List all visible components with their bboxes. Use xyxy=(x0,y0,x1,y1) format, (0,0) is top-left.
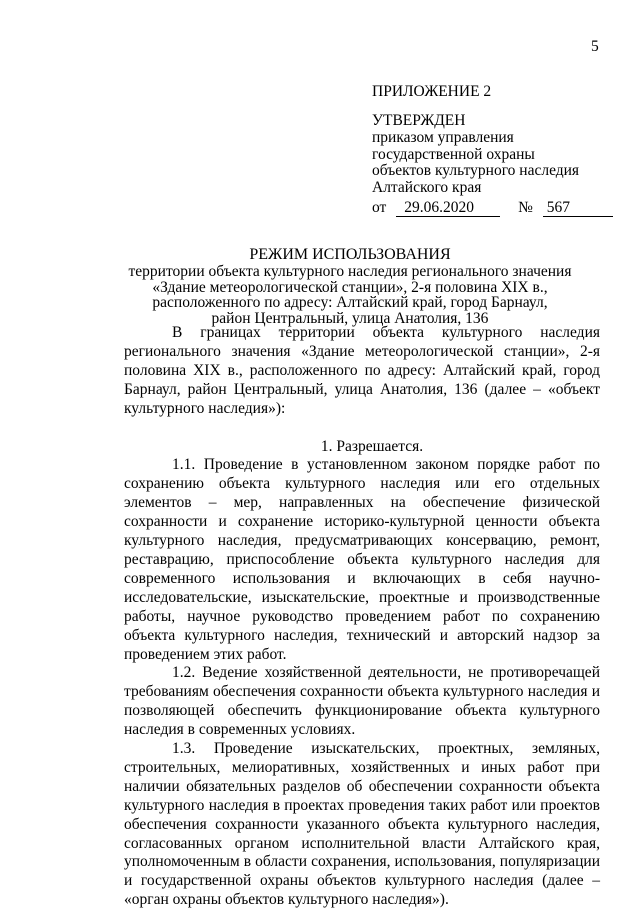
title-line: расположенного по адресу: Алтайский край, город Барнаул, xyxy=(152,294,548,311)
approval-block xyxy=(372,82,612,217)
intro-paragraph: В границах территории объекта культурного наследия регионального значения «Здание метеорологической станции», 2-я половина XIX в., расположенного по адресу: Алтайский край, город Барнаул, район Центральный, улица Анатолия, 136 (далее – «объект культурного наследия»): xyxy=(124,324,600,417)
item-1-3: 1.3. Проведение изыскательских, проектных, земляных, строительных, мелиоративных, хозяйственных и иных работ при наличии обязательных разделов об обеспечении сохранности объекта культурного наследия в проектах проведения таких работ или проектов обеспечения сохранности указанного объекта культурного наследия, согласованных органом исполнительной власти Алтайского края, уполномоченным в области сохранения, использования, популяризации и государственной охраны объектов культурного наследия (далее – «орган охраны объектов культурного наследия»). xyxy=(124,740,600,909)
approval-status: УТВЕРЖДЕН xyxy=(372,112,466,129)
approval-line: объектов культурного наследия xyxy=(372,162,580,179)
approval-number: 567 xyxy=(543,199,613,217)
document-title xyxy=(100,246,600,326)
section-1-heading: 1. Разрешается. xyxy=(320,437,424,455)
title-heading: РЕЖИМ ИСПОЛЬЗОВАНИЯ xyxy=(249,246,451,263)
annex-title: ПРИЛОЖЕНИЕ 2 xyxy=(372,83,492,100)
number-sign: № xyxy=(518,199,533,216)
title-line: район Центральный, улица Анатолия, 136 xyxy=(211,309,489,327)
title-line: «Здание метеорологической станции», 2-я половина XIX в., xyxy=(152,278,548,296)
item-1-1: 1.1. Проведение в установленном законом порядке работ по сохранению объекта культурного наследия или его отдельных элементов – мер, направленных на обеспечение физической сохранности и сохранение историко-культурной ценности объекта культурного наследия, предусматривающих консервацию, ремонт, реставрацию, приспособление объекта культурного наследия для современного использования и включающих в себя научно-исследовательские, изыскательские, проектные и производственные работы, научное руководство проведением работ по сохранению объекта культурного наследия, технический и авторский надзор за проведением этих работ. xyxy=(124,456,600,663)
item-1-2: 1.2. Ведение хозяйственной деятельности, не противоречащей требованиям обеспечения сохранности объекта культурного наследия и позволяющей обеспечить функционирование объекта культурного наследия в современных условиях. xyxy=(124,664,600,739)
document-body xyxy=(124,324,600,910)
approval-date: 29.06.2020 xyxy=(396,199,500,217)
page-number: 5 xyxy=(591,38,599,55)
date-prefix: от xyxy=(372,199,387,216)
approval-date-row xyxy=(372,198,612,217)
approval-line: приказом управления xyxy=(372,129,514,146)
title-line: территории объекта культурного наследия регионального значения xyxy=(128,263,572,280)
approval-line: государственной охраны xyxy=(372,145,535,163)
approval-line: Алтайского края xyxy=(372,178,482,196)
